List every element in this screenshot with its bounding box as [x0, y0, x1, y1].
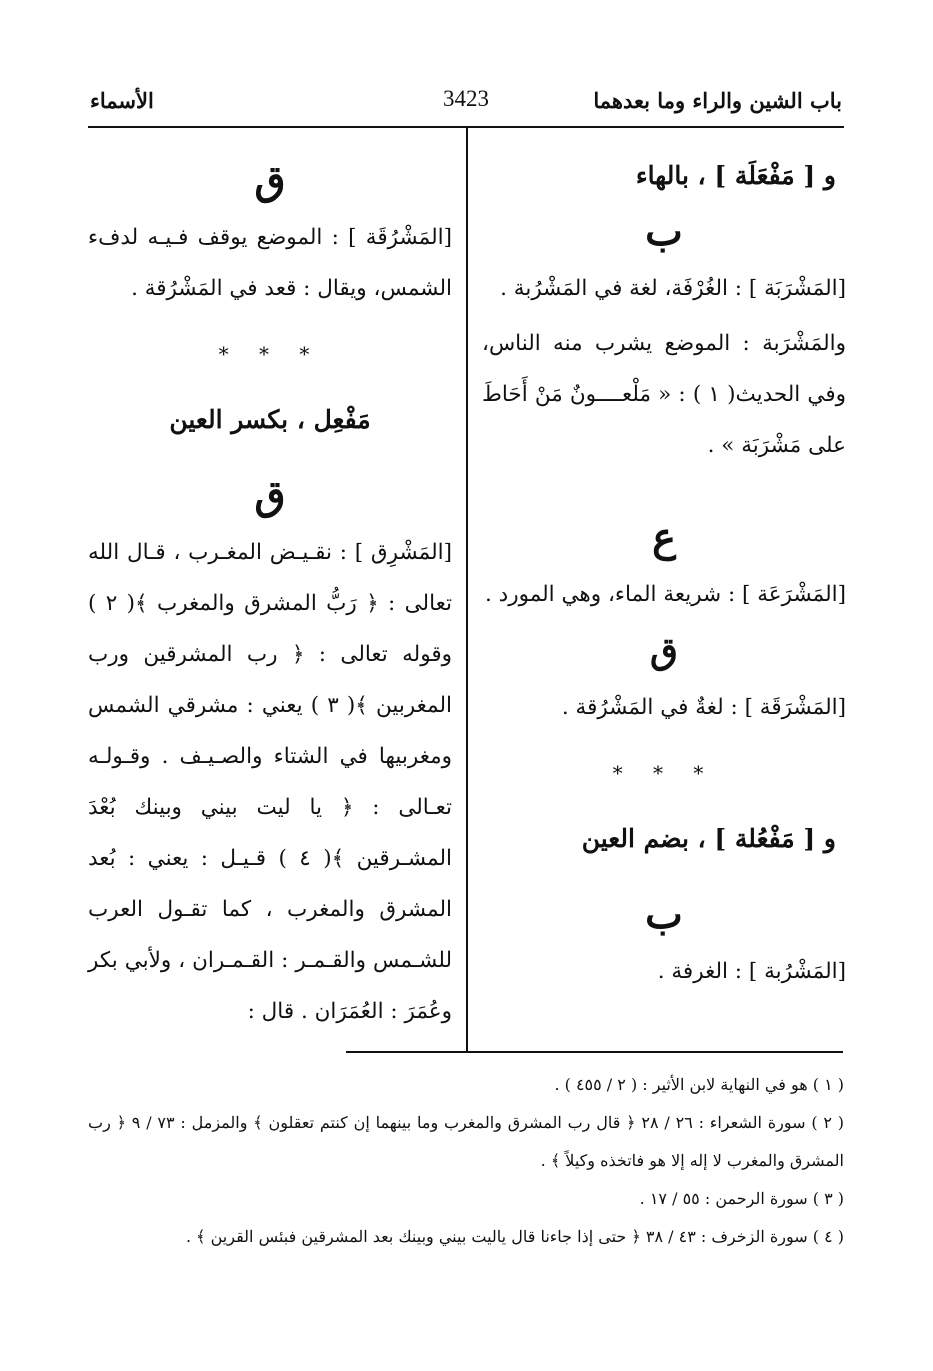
entry-text: [المَشْرَبَة ] : الغُرْفَة، لغة في المَشْرُبة .: [500, 276, 846, 301]
footnote: ( ٤ ) سورة الزخرف : ٤٣ / ٣٨ ﴿ حتى إذا جاءنا قال ياليت بيني وبينك بعد المشرقين فبئس القرين ﴾ .: [185, 1227, 844, 1246]
right-column: [482, 150, 846, 997]
entry-text: والمَشْرَبة : الموضع يشرب منه الناس، وفي الحديث( ١ ) : « مَلْعــــونٌ مَنْ أَحَاطَ على مَشْرَبَة » .: [482, 331, 846, 458]
page-header: [90, 88, 842, 128]
letter-heading: ب: [645, 208, 683, 255]
section-separator: * * *: [218, 342, 322, 366]
category-label: الأسماء: [90, 88, 154, 113]
entry-text: [المَشْرُقَة ] : الموضع يوقف فـيـه لدفء الشمس، ويقال : قعد في المَشْرُقة .: [88, 225, 452, 301]
entry-text: [المَشْرَقَة ] : لغةٌ في المَشْرُقة .: [561, 695, 846, 720]
section-separator: * * *: [612, 761, 716, 785]
footnote: ( ١ ) هو في النهاية لابن الأثير : ( ٢ / ٤٥٥ ) .: [554, 1075, 844, 1094]
section-heading: و [ مَفْعُلة ] ، بضم العين: [581, 824, 836, 853]
section-title: باب الشين والراء وما بعدهما: [593, 88, 842, 113]
column-divider: [466, 127, 468, 1053]
section-heading: و [ مَفْعَلَة ] ، بالهاء: [635, 161, 836, 190]
section-heading: مَفْعِل ، بكسر العين: [169, 405, 371, 434]
letter-heading: ب: [645, 891, 683, 938]
footnotes: [88, 1066, 844, 1256]
letter-heading: ق: [650, 630, 678, 672]
letter-heading: ق: [254, 157, 286, 204]
letter-heading: ع: [652, 514, 676, 561]
footnote: ( ٢ ) سورة الشعراء : ٢٦ / ٢٨ ﴿ قال رب المشرق والمغرب وما بينهما إن كنتم تعقلون ﴾ والمزمل : ٧٣ / ٩ ﴿ رب المشرق والمغرب لا إله إلا هو فاتخذه وكيلاً ﴾ .: [88, 1113, 845, 1170]
footnote: ( ٣ ) سورة الرحمن : ٥٥ / ١٧ .: [639, 1189, 844, 1208]
entry-text: [المَشْرُبة ] : الغرفة .: [657, 959, 846, 984]
entry-text: [المَشْرِق ] : نقـيـض المغـرب ، قـال الله تعالى : ﴿ رَبُّ المشرق والمغرب ﴾( ٢ ) وقوله تعالى : ﴿ رب المشرقين ورب المغربين ﴾( ٣ ) يعني : مشرقي الشمس ومغربيها في الشتاء والصـيـف . وقـولـه تعـالى : ﴿ يا ليت بيني وبينك بُعْدَ المشـرقين ﴾( ٤ ) قـيـل : يعني : بُعد المشرق والمغرب ، كما تقـول العرب للشـمس والقـمـر : القـمـران ، ولأبي بكر وعُمَرَ : العُمَرَان . قال :: [88, 540, 452, 1024]
left-column: [88, 150, 452, 1037]
letter-heading: ق: [254, 472, 286, 519]
page-number: 3423: [443, 86, 489, 111]
entry-text: [المَشْرَعَة ] : شريعة الماء، وهي المورد .: [484, 582, 846, 607]
footnote-rule: [346, 1051, 843, 1053]
